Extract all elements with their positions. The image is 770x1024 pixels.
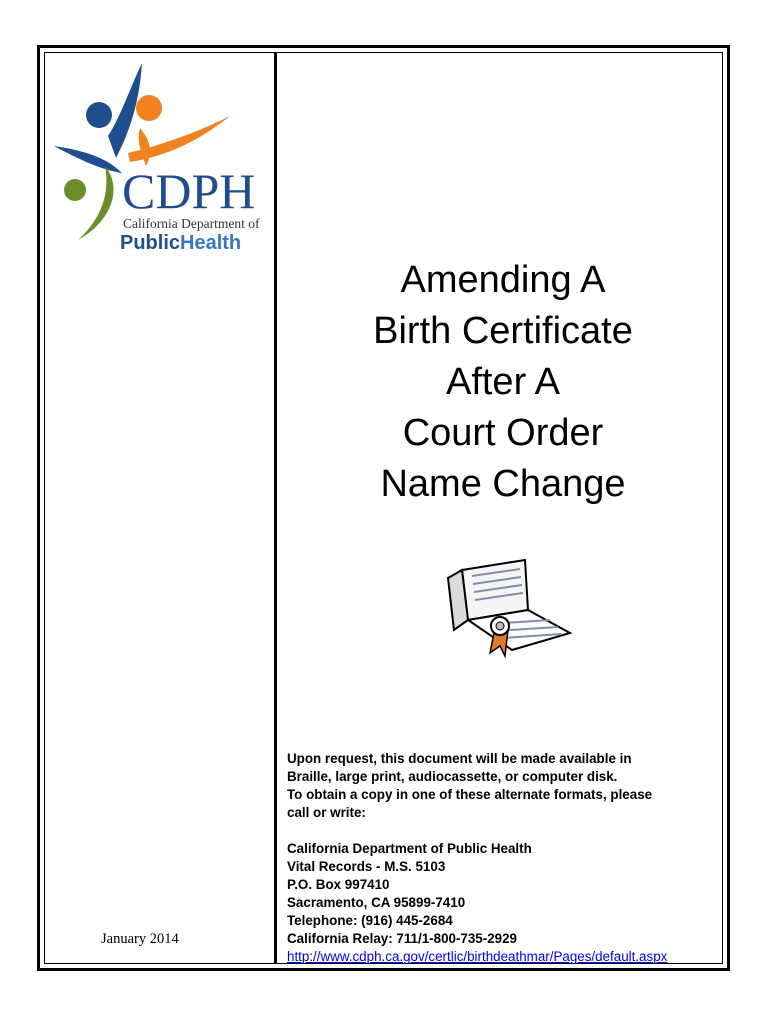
notice-line: To obtain a copy in one of these alternate formats, please — [287, 787, 653, 802]
address-relay: California Relay: 711/1-800-735-2929 — [287, 931, 518, 946]
cdph-logo — [50, 58, 272, 258]
diploma-certificate-icon — [440, 558, 580, 673]
address-telephone: Telephone: (916) 445-2684 — [287, 913, 453, 928]
accessibility-notice — [287, 750, 652, 822]
contact-address — [287, 840, 667, 966]
address-unit: Vital Records - M.S. 5103 — [287, 859, 446, 874]
title-line: Name Change — [380, 463, 626, 505]
logo-public: Public — [120, 232, 181, 254]
column-divider — [274, 53, 277, 963]
logo-public-health — [120, 232, 241, 255]
document-title — [293, 255, 713, 510]
address-org: California Department of Public Health — [287, 841, 532, 856]
logo-abbreviation: CDPH — [122, 163, 256, 219]
cover-page-frame — [37, 45, 730, 971]
title-line: After A — [445, 361, 561, 403]
title-line: Court Order — [402, 412, 604, 454]
publication-date: January 2014 — [101, 931, 179, 947]
address-city: Sacramento, CA 95899-7410 — [287, 895, 466, 910]
address-po-box: P.O. Box 997410 — [287, 877, 390, 892]
website-link[interactable]: http://www.cdph.ca.gov/certlic/birthdeathmar/Pages/default.aspx — [287, 949, 668, 964]
notice-line: Upon request, this document will be made available in — [287, 751, 632, 766]
logo-health: Health — [180, 232, 242, 254]
title-line: Amending A — [400, 259, 606, 301]
notice-line: Braille, large print, audiocassette, or computer disk. — [287, 769, 618, 784]
logo-department: California Department of — [123, 216, 260, 231]
notice-line: call or write: — [287, 805, 366, 820]
cover-page-inner-border — [44, 52, 723, 964]
title-line: Birth Certificate — [373, 310, 633, 352]
